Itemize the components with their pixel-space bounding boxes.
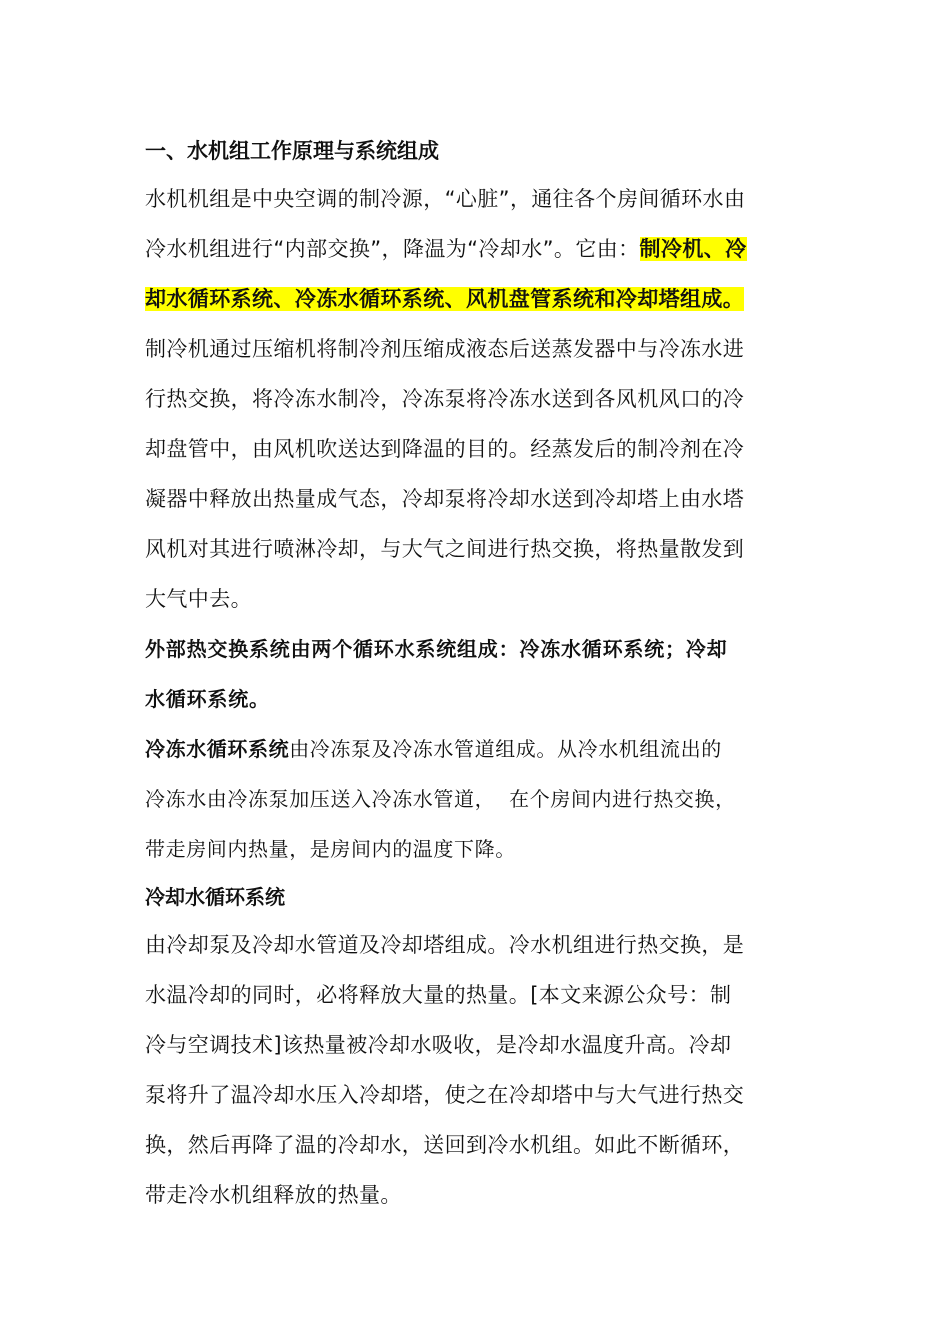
paragraph-line: 换，然后再降了温的冷却水，送回到冷水机组。如此不断循环，: [145, 1133, 745, 1157]
paragraph-line: 外部热交换系统由两个循环水系统组成：冷冻水循环系统；冷却: [145, 637, 728, 661]
paragraph-line: 水机机组是中央空调的制冷源，“心脏”，通往各个房间循环水由: [145, 187, 746, 211]
paragraph-line: 水循环系统。: [145, 687, 270, 711]
paragraph-line: 带走冷水机组释放的热量。: [145, 1183, 402, 1207]
paragraph-line: [145, 724, 810, 774]
paragraph-line: 泵将升了温冷却水压入冷却塔，使之在冷却塔中与大气进行热交: [145, 1083, 745, 1107]
paragraph-line: 冷与空调技术]该热量被冷却水吸收，是冷却水温度升高。冷却: [145, 1033, 732, 1057]
chilled-water-title: 冷冻水循环系统: [145, 737, 290, 761]
paragraph-line: 带走房间内热量，是房间内的温度下降。: [145, 837, 516, 861]
external-exchange-heading: [145, 624, 810, 724]
paragraph-line: 行热交换，将冷冻水制冷，冷冻泵将冷冻水送到各风机风口的冷: [145, 387, 745, 411]
paragraph-text: 由冷冻泵及冷冻水管道组成。从冷水机组流出的: [289, 737, 722, 761]
paragraph-line: [145, 274, 810, 324]
highlighted-text: 却水循环系统、冷冻水循环系统、风机盘管系统和冷却塔组成。: [145, 287, 745, 311]
section-heading: [145, 136, 810, 166]
paragraph-line: 水温冷却的同时，必将释放大量的热量。[本文来源公众号：制: [145, 983, 732, 1007]
paragraph-line: 大气中去。: [145, 587, 252, 611]
highlighted-text: 制冷机、冷: [639, 237, 747, 261]
principle-paragraph: [145, 324, 810, 624]
paragraph-line: 制冷机通过压缩机将制冷剂压缩成液态后送蒸发器中与冷冻水进: [145, 337, 745, 361]
paragraph-line: [145, 224, 810, 274]
paragraph-line: 风机对其进行喷淋冷却，与大气之间进行热交换，将热量散发到: [145, 537, 745, 561]
paragraph-line: 却盘管中，由风机吹送达到降温的目的。经蒸发后的制冷剂在冷: [145, 437, 745, 461]
cooling-water-title: 冷却水循环系统: [145, 885, 285, 909]
intro-paragraph: [145, 174, 810, 324]
cooling-water-heading: [145, 882, 810, 912]
paragraph-line: 冷冻水由冷冻泵加压送入冷冻水管道， 在个房间内进行热交换，: [145, 787, 736, 811]
chilled-water-paragraph: [145, 724, 810, 874]
paragraph-line: 由冷却泵及冷却水管道及冷却塔组成。冷水机组进行热交换，是: [145, 933, 745, 957]
paragraph-text: 冷水机组进行“内部交换”，降温为“冷却水”。它由：: [145, 237, 640, 261]
paragraph-line: 凝器中释放出热量成气态，冷却泵将冷却水送到冷却塔上由水塔: [145, 487, 745, 511]
section-heading-text: 一、水机组工作原理与系统组成: [145, 139, 439, 163]
cooling-water-paragraph: [145, 920, 810, 1220]
